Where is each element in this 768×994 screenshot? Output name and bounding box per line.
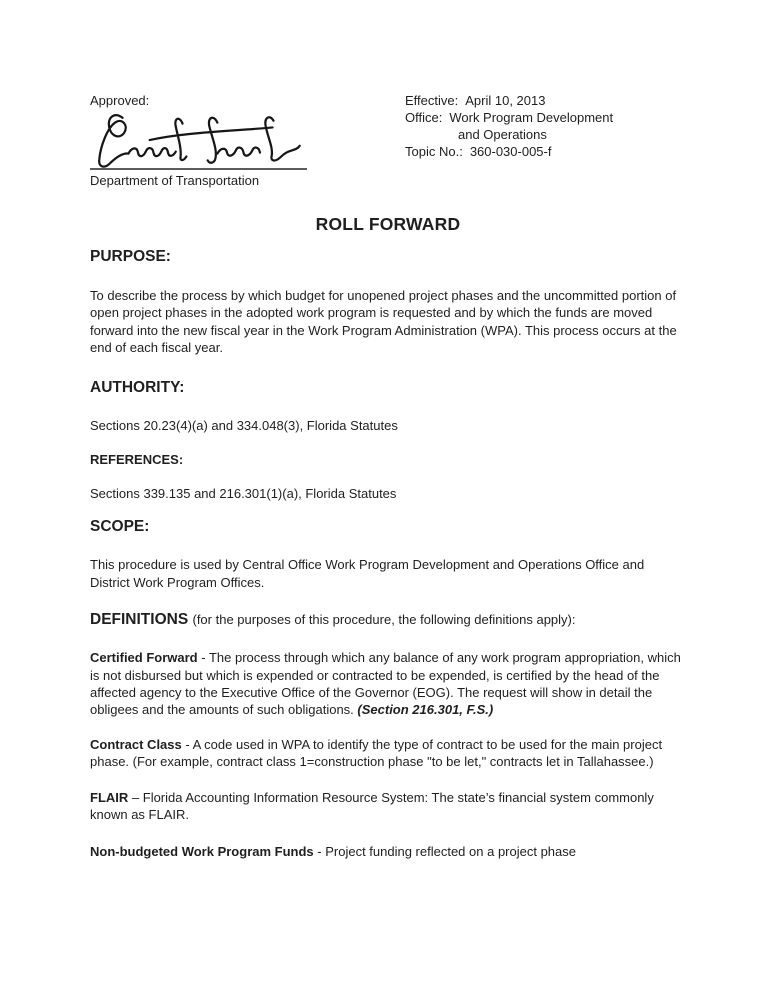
authority-text: Sections 20.23(4)(a) and 334.048(3), Florida Statutes: [90, 417, 398, 433]
effective-label: Effective:: [405, 93, 459, 108]
scope-heading: SCOPE:: [90, 518, 150, 536]
definition-separator: -: [197, 650, 209, 666]
definitions-intro: (for the purposes of this procedure, the following definitions apply):: [192, 612, 576, 628]
effective-value: April 10, 2013: [465, 93, 546, 108]
document-title: ROLL FORWARD: [315, 214, 461, 234]
signature-image: [90, 111, 307, 171]
document-header: [90, 92, 686, 193]
definition-certified-forward: [90, 649, 686, 719]
meta-effective: [405, 92, 686, 109]
approval-block: [90, 92, 390, 189]
statute-citation: (Section 216.301, F.S.): [357, 702, 494, 718]
meta-office: [405, 109, 686, 126]
authority-heading: AUTHORITY:: [90, 378, 185, 396]
definition-body: The process through which any balance of any work program appropriation, which is not disbursed but which is expended or contracted to be expended, is certified by the head of the affected agency to the Executive Office of the Governor (EOG). The request will show in detail the obligees and the amounts of such obligations.: [90, 650, 681, 718]
office-label: Office:: [405, 110, 443, 125]
definition-contract-class: [90, 736, 686, 771]
office-value-continued: and Operations: [458, 127, 547, 142]
approved-label: Approved:: [90, 93, 150, 108]
definition-body: Project funding reflected on a project phase: [325, 843, 576, 859]
definitions-heading-word: DEFINITIONS: [90, 611, 189, 629]
topic-value: 360-030-005-f: [469, 144, 552, 159]
references-heading: REFERENCES:: [90, 452, 184, 468]
definition-flair: [90, 789, 686, 824]
signatory-organization: Department of Transportation: [90, 173, 260, 188]
purpose-heading: PURPOSE:: [90, 248, 171, 265]
definitions-heading: [90, 611, 686, 629]
definition-separator: -: [181, 736, 193, 752]
definition-term: FLAIR: [90, 789, 129, 805]
definition-term: Certified Forward: [90, 650, 198, 666]
definition-separator: –: [128, 789, 143, 805]
topic-label: Topic No.:: [405, 144, 463, 159]
signature-block: [90, 111, 307, 170]
definition-term: Contract Class: [90, 736, 182, 752]
purpose-text: To describe the process by which budget for unopened project phases and the uncommitted portion of open project phases in the adopted work program is requested and by which the funds are moved forward into the new fiscal year in the Work Program Administration (WPA). This process occurs at the end of each fiscal year.: [90, 288, 677, 356]
definition-non-budgeted-funds: [90, 843, 686, 860]
definition-body: A code used in WPA to identify the type of contract to be used for the main project phase. (For example, contract class 1=construction phase "to be let," contracts let in Tallahassee.): [90, 736, 663, 770]
definition-separator: -: [313, 843, 326, 859]
office-value: Work Program Development: [449, 110, 614, 125]
definition-term: Non-budgeted Work Program Funds: [90, 843, 314, 859]
definition-body: Florida Accounting Information Resource System: The state’s financial system commonly known as FLAIR.: [90, 789, 654, 823]
references-text: Sections 339.135 and 216.301(1)(a), Florida Statutes: [90, 486, 397, 502]
scope-text: This procedure is used by Central Office Work Program Development and Operations Office and District Work Program Offices.: [90, 557, 645, 590]
document-meta: [405, 92, 686, 160]
meta-topic: [405, 143, 686, 160]
